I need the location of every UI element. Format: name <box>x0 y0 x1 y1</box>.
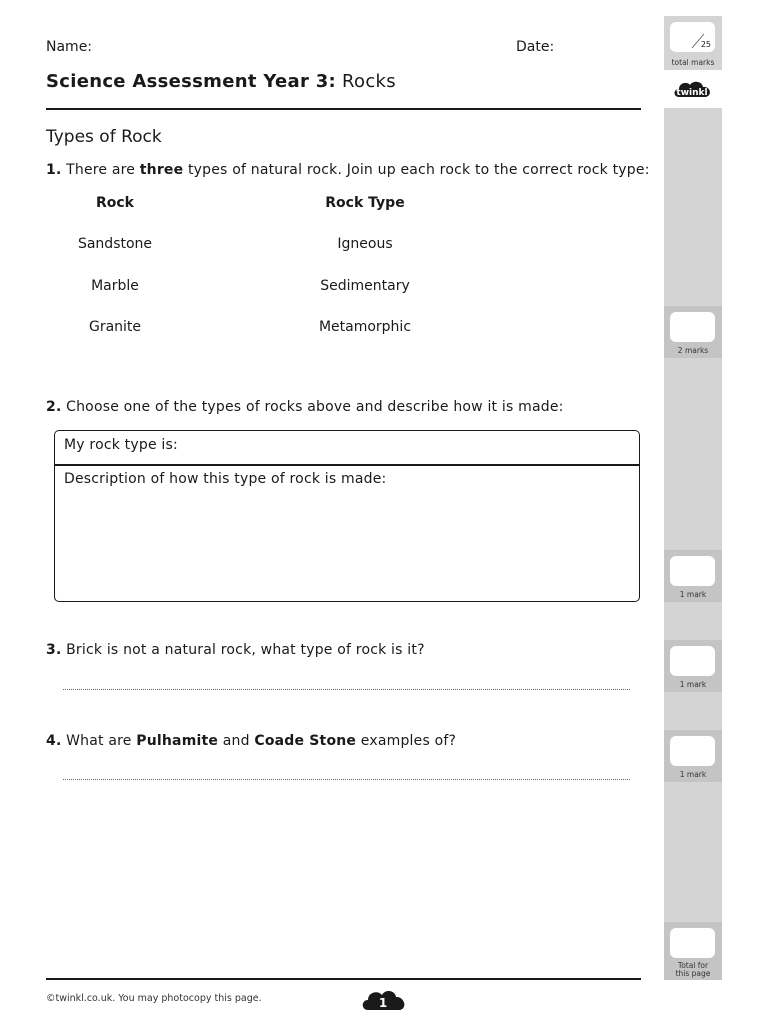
question-4-number: 4. <box>46 733 62 749</box>
question-1-bold: three <box>139 162 184 178</box>
rock-column-header: Rock <box>95 195 134 211</box>
copyright-text: ©twinkl.co.uk. You may photocopy this page. <box>46 993 262 1004</box>
question-3 <box>46 642 425 658</box>
twinkl-logo-icon <box>672 78 714 102</box>
footer-divider <box>46 978 641 980</box>
q1-marks-label: 2 marks <box>677 346 709 355</box>
question-2 <box>46 399 564 415</box>
section-title: Types of Rock <box>46 127 162 147</box>
total-marks-box[interactable] <box>670 22 715 52</box>
question-3-text: Brick is not a natural rock, what type of rock is it? <box>66 642 425 658</box>
question-1 <box>46 162 650 178</box>
q4-marks-label: 1 mark <box>679 770 707 779</box>
page-number: 1 <box>378 996 388 1010</box>
page-total-box[interactable] <box>670 928 715 958</box>
question-4 <box>46 733 456 749</box>
question-1-text-a: There are <box>66 162 140 178</box>
question-2-number: 2. <box>46 399 62 415</box>
total-marks-value: 25 <box>700 40 711 49</box>
q2-marks-label: 1 mark <box>679 590 707 599</box>
question-3-number: 3. <box>46 642 62 658</box>
date-label: Date: <box>516 39 555 55</box>
question-4-text-b: and <box>218 733 255 749</box>
question-4-bold-a: Pulhamite <box>136 733 219 749</box>
page-number-badge-icon <box>360 986 410 1016</box>
question-4-text-a: What are <box>66 733 137 749</box>
question-1-number: 1. <box>46 162 62 178</box>
q3-marks-box[interactable] <box>670 646 715 676</box>
rock-type-item[interactable]: Sedimentary <box>320 278 410 294</box>
question-3-answer-line[interactable] <box>63 689 630 690</box>
question-4-bold-b: Coade Stone <box>254 733 357 749</box>
name-label: Name: <box>46 39 93 55</box>
answer-box-divider <box>55 464 639 466</box>
marks-margin-strip <box>664 108 722 980</box>
question-2-answer-box[interactable] <box>54 430 640 602</box>
rock-item[interactable]: Sandstone <box>77 236 153 252</box>
page-title-bold: Science Assessment Year 3: <box>46 71 337 92</box>
rock-type-column-header: Rock Type <box>325 195 405 211</box>
rock-type-item[interactable]: Metamorphic <box>318 319 412 335</box>
twinkl-logo-text: twinkl <box>676 88 708 98</box>
q3-marks-label: 1 mark <box>679 680 707 689</box>
q2-marks-box[interactable] <box>670 556 715 586</box>
header-divider <box>46 108 641 110</box>
rock-item[interactable]: Marble <box>91 278 139 294</box>
page-title <box>46 71 396 92</box>
question-4-text-c: examples of? <box>356 733 457 749</box>
page-total-label: Total for this page <box>675 961 711 978</box>
question-4-answer-line[interactable] <box>63 779 630 780</box>
description-field-label: Description of how this type of rock is made: <box>64 471 387 487</box>
rock-item[interactable]: Granite <box>88 319 142 335</box>
rock-type-field-label: My rock type is: <box>64 437 178 453</box>
q1-marks-box[interactable] <box>670 312 715 342</box>
rock-type-item[interactable]: Igneous <box>337 236 393 252</box>
question-2-text: Choose one of the types of rocks above and describe how it is made: <box>66 399 564 415</box>
page-title-rest: Rocks <box>336 71 396 92</box>
total-marks-label: total marks <box>671 58 715 67</box>
q4-marks-box[interactable] <box>670 736 715 766</box>
question-1-text-b: types of natural rock. Join up each rock to the correct rock type: <box>183 162 650 178</box>
